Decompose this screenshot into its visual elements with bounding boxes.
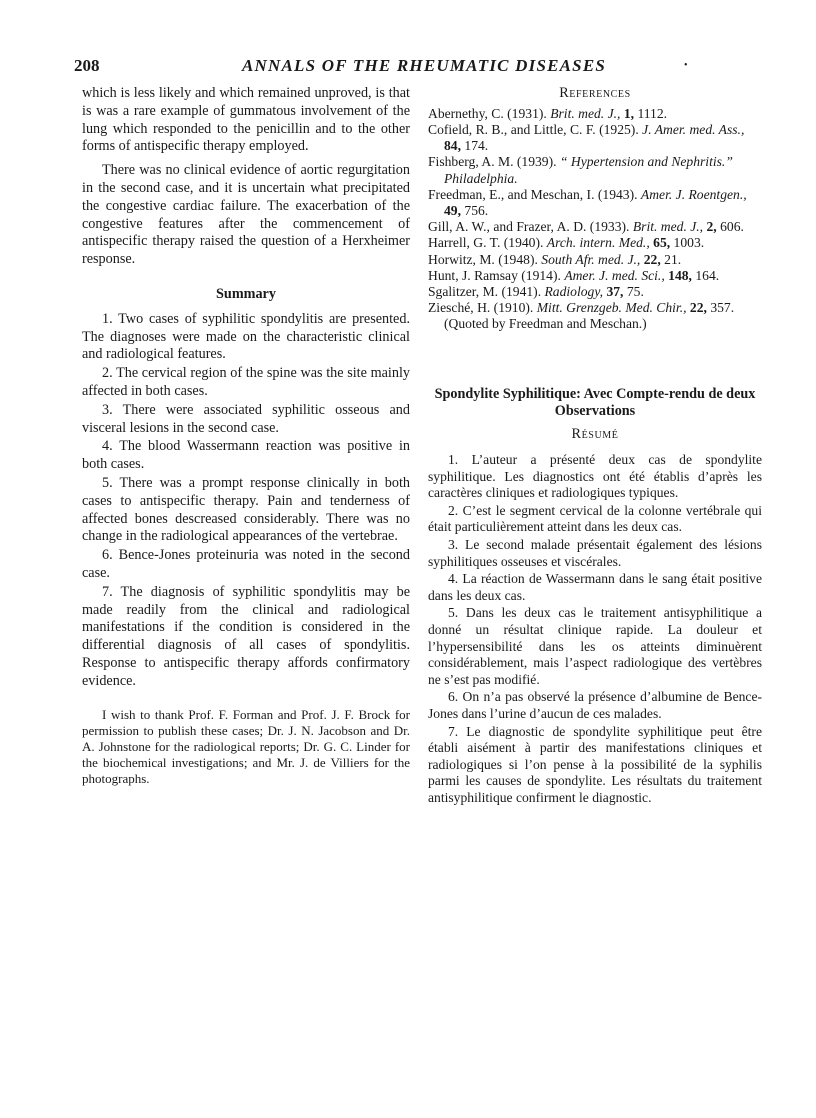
reference-entry bbox=[428, 268, 762, 284]
reference-author: Harrell, G. T. (1940). bbox=[428, 235, 544, 251]
resume-item: 7. Le diagnostic de spondylite syphilitique peut être établi aisément à partir des manifestations cliniques et radiologiques si l’on pense à la possibilité de la syphilis parmi les causes de spondylite. Les résultats du traitement antisyphilitique confirment le diagnostic. bbox=[428, 723, 762, 805]
reference-entry bbox=[428, 154, 762, 186]
reference-author: Freedman, E., and Meschan, I. (1943). bbox=[428, 186, 638, 202]
reference-entry bbox=[428, 235, 762, 251]
reference-page: 164. bbox=[695, 267, 720, 283]
reference-journal: “ Hypertension and Nephritis.” Philadelphia. bbox=[444, 154, 733, 186]
reference-page: 21. bbox=[664, 251, 682, 267]
reference-author: Abernethy, C. (1931). bbox=[428, 105, 547, 121]
resume-item: 3. Le second malade présentait également des lésions syphilitiques osseuses et viscérales. bbox=[428, 537, 762, 569]
summary-item: 7. The diagnosis of syphilitic spondylitis may be made readily from the clinical and radiological manifestations if the condition is considered in the differential diagnosis of all cases of spondylitis. Response to antispecific therapy affords confirmatory evidence. bbox=[82, 583, 410, 689]
reference-entry bbox=[428, 252, 762, 268]
reference-page: 75. bbox=[626, 284, 644, 300]
reference-page: 357. (Quoted by Freedman and Meschan.) bbox=[444, 300, 735, 332]
page-number: 208 bbox=[74, 56, 100, 75]
reference-entry bbox=[428, 300, 762, 332]
reference-list bbox=[428, 106, 762, 333]
summary-item: 1. Two cases of syphilitic spondylitis are presented. The diagnoses were made on the characteristic clinical and radiological features. bbox=[82, 310, 410, 363]
reference-page: 1112. bbox=[637, 105, 668, 121]
reference-page: 1003. bbox=[673, 235, 705, 251]
resume-item: 4. La réaction de Wassermann dans le sang était positive dans les deux cas. bbox=[428, 571, 762, 603]
reference-journal: J. Amer. med. Ass., bbox=[642, 122, 745, 137]
page-header bbox=[74, 56, 774, 78]
reference-author: Horwitz, M. (1948). bbox=[428, 251, 538, 267]
reference-entry bbox=[428, 122, 762, 154]
reference-page: 174. bbox=[464, 138, 489, 154]
reference-journal: Mitt. Grenzgeb. Med. Chir., bbox=[536, 300, 687, 316]
reference-page: 756. bbox=[464, 203, 489, 219]
reference-journal: Radiology, bbox=[544, 284, 604, 300]
reference-author: Hunt, J. Ramsay (1914). bbox=[428, 267, 561, 283]
reference-volume: 65, bbox=[653, 235, 671, 251]
reference-author: Gill, A. W., and Frazer, A. D. (1933). bbox=[428, 219, 630, 235]
summary-item: 4. The blood Wassermann reaction was positive in both cases. bbox=[82, 438, 410, 473]
left-column bbox=[82, 85, 410, 788]
resume-heading: Résumé bbox=[571, 426, 619, 443]
reference-volume: 2, bbox=[706, 219, 717, 235]
reference-journal: Amer. J. Roentgen., bbox=[640, 186, 747, 202]
stray-dot: • bbox=[684, 60, 688, 71]
acknowledgement: I wish to thank Prof. F. Forman and Prof. J. F. Brock for permission to publish these cases; Dr. J. N. Jacobson and Dr. A. Johnstone for the radiological reports; Dr. G. C. Linder for the biochemical investigations; and Mr. J. de Villiers for the photographs. bbox=[82, 706, 410, 787]
references-heading: References bbox=[559, 85, 631, 101]
right-column bbox=[428, 85, 762, 807]
reference-author: Fishberg, A. M. (1939). bbox=[428, 154, 557, 170]
summary-heading: Summary bbox=[216, 285, 276, 302]
reference-volume: 1, bbox=[623, 105, 635, 121]
reference-journal: Arch. intern. Med., bbox=[546, 235, 650, 251]
summary-item: 2. The cervical region of the spine was the site mainly affected in both cases. bbox=[82, 365, 410, 399]
reference-journal: Amer. J. med. Sci., bbox=[564, 267, 665, 283]
reference-page: 606. bbox=[720, 219, 744, 235]
reference-volume: 84, bbox=[444, 138, 461, 154]
reference-journal: Brit. med. J., bbox=[632, 219, 704, 235]
reference-entry bbox=[428, 284, 762, 300]
summary-item: 6. Bence-Jones proteinuria was noted in the second case. bbox=[82, 547, 410, 581]
reference-author: Ziesché, H. (1910). bbox=[428, 300, 534, 316]
reference-volume: 37, bbox=[606, 284, 624, 300]
reference-volume: 148, bbox=[668, 267, 692, 283]
reference-journal: Brit. med. J., bbox=[550, 105, 621, 121]
reference-volume: 22, bbox=[643, 251, 661, 267]
reference-journal: South Afr. med. J., bbox=[541, 251, 641, 267]
resume-item: 6. On n’a pas observé la présence d’albumine de Bence-Jones dans l’urine d’aucun de ces malades. bbox=[428, 689, 762, 721]
reference-entry bbox=[428, 106, 762, 122]
herxheimer-paragraph: There was no clinical evidence of aortic regurgitation in the second case, and it is uncertain what precipitated the congestive cardiac failure. The exacerbation of the congestive features after the commencement of antispecific therapy raised the question of a Herxheimer response. bbox=[82, 162, 410, 268]
resume-item: 5. Dans les deux cas le traitement antisyphilitique a donné un résultat clinique rapide. La douleur et l’hypersensibilité dans les os atteints diminuèrent considérablement, mais l’aspect radiologique des vertèbres ne s’est pas modifié. bbox=[428, 605, 762, 687]
intro-paragraph: which is less likely and which remained unproved, is that is was a rare example of gummatous involvement of the lung which responded to the penicillin and to the other forms of antispecific therapy employed. bbox=[82, 85, 410, 155]
reference-volume: 49, bbox=[444, 203, 461, 219]
summary-item: 3. There were associated syphilitic osseous and visceral lesions in the second case. bbox=[82, 401, 410, 436]
reference-author: Sgalitzer, M. (1941). bbox=[428, 284, 542, 300]
journal-title: ANNALS OF THE RHEUMATIC DISEASES bbox=[242, 56, 607, 75]
resume-item: 1. L’auteur a présenté deux cas de spondylite syphilitique. Les diagnostics ont été établis d’après les caractères cliniques et radiologiques typiques. bbox=[428, 452, 762, 501]
summary-item: 5. There was a prompt response clinically in both cases to antispecific therapy. Pain and tenderness of affected bones descreased considerably. There was no change in the radiological appearances of the vertebrae. bbox=[82, 474, 410, 545]
reference-volume: 22, bbox=[689, 300, 707, 316]
french-title: Spondylite Syphilitique: Avec Compte-rendu de deux Observations bbox=[434, 385, 756, 420]
reference-author: Cofield, R. B., and Little, C. F. (1925). bbox=[428, 122, 639, 137]
resume-item: 2. C’est le segment cervical de la colonne vertébrale qui était particulièrement atteint dans les deux cas. bbox=[428, 502, 762, 535]
reference-entry bbox=[428, 219, 762, 235]
reference-entry bbox=[428, 187, 762, 219]
